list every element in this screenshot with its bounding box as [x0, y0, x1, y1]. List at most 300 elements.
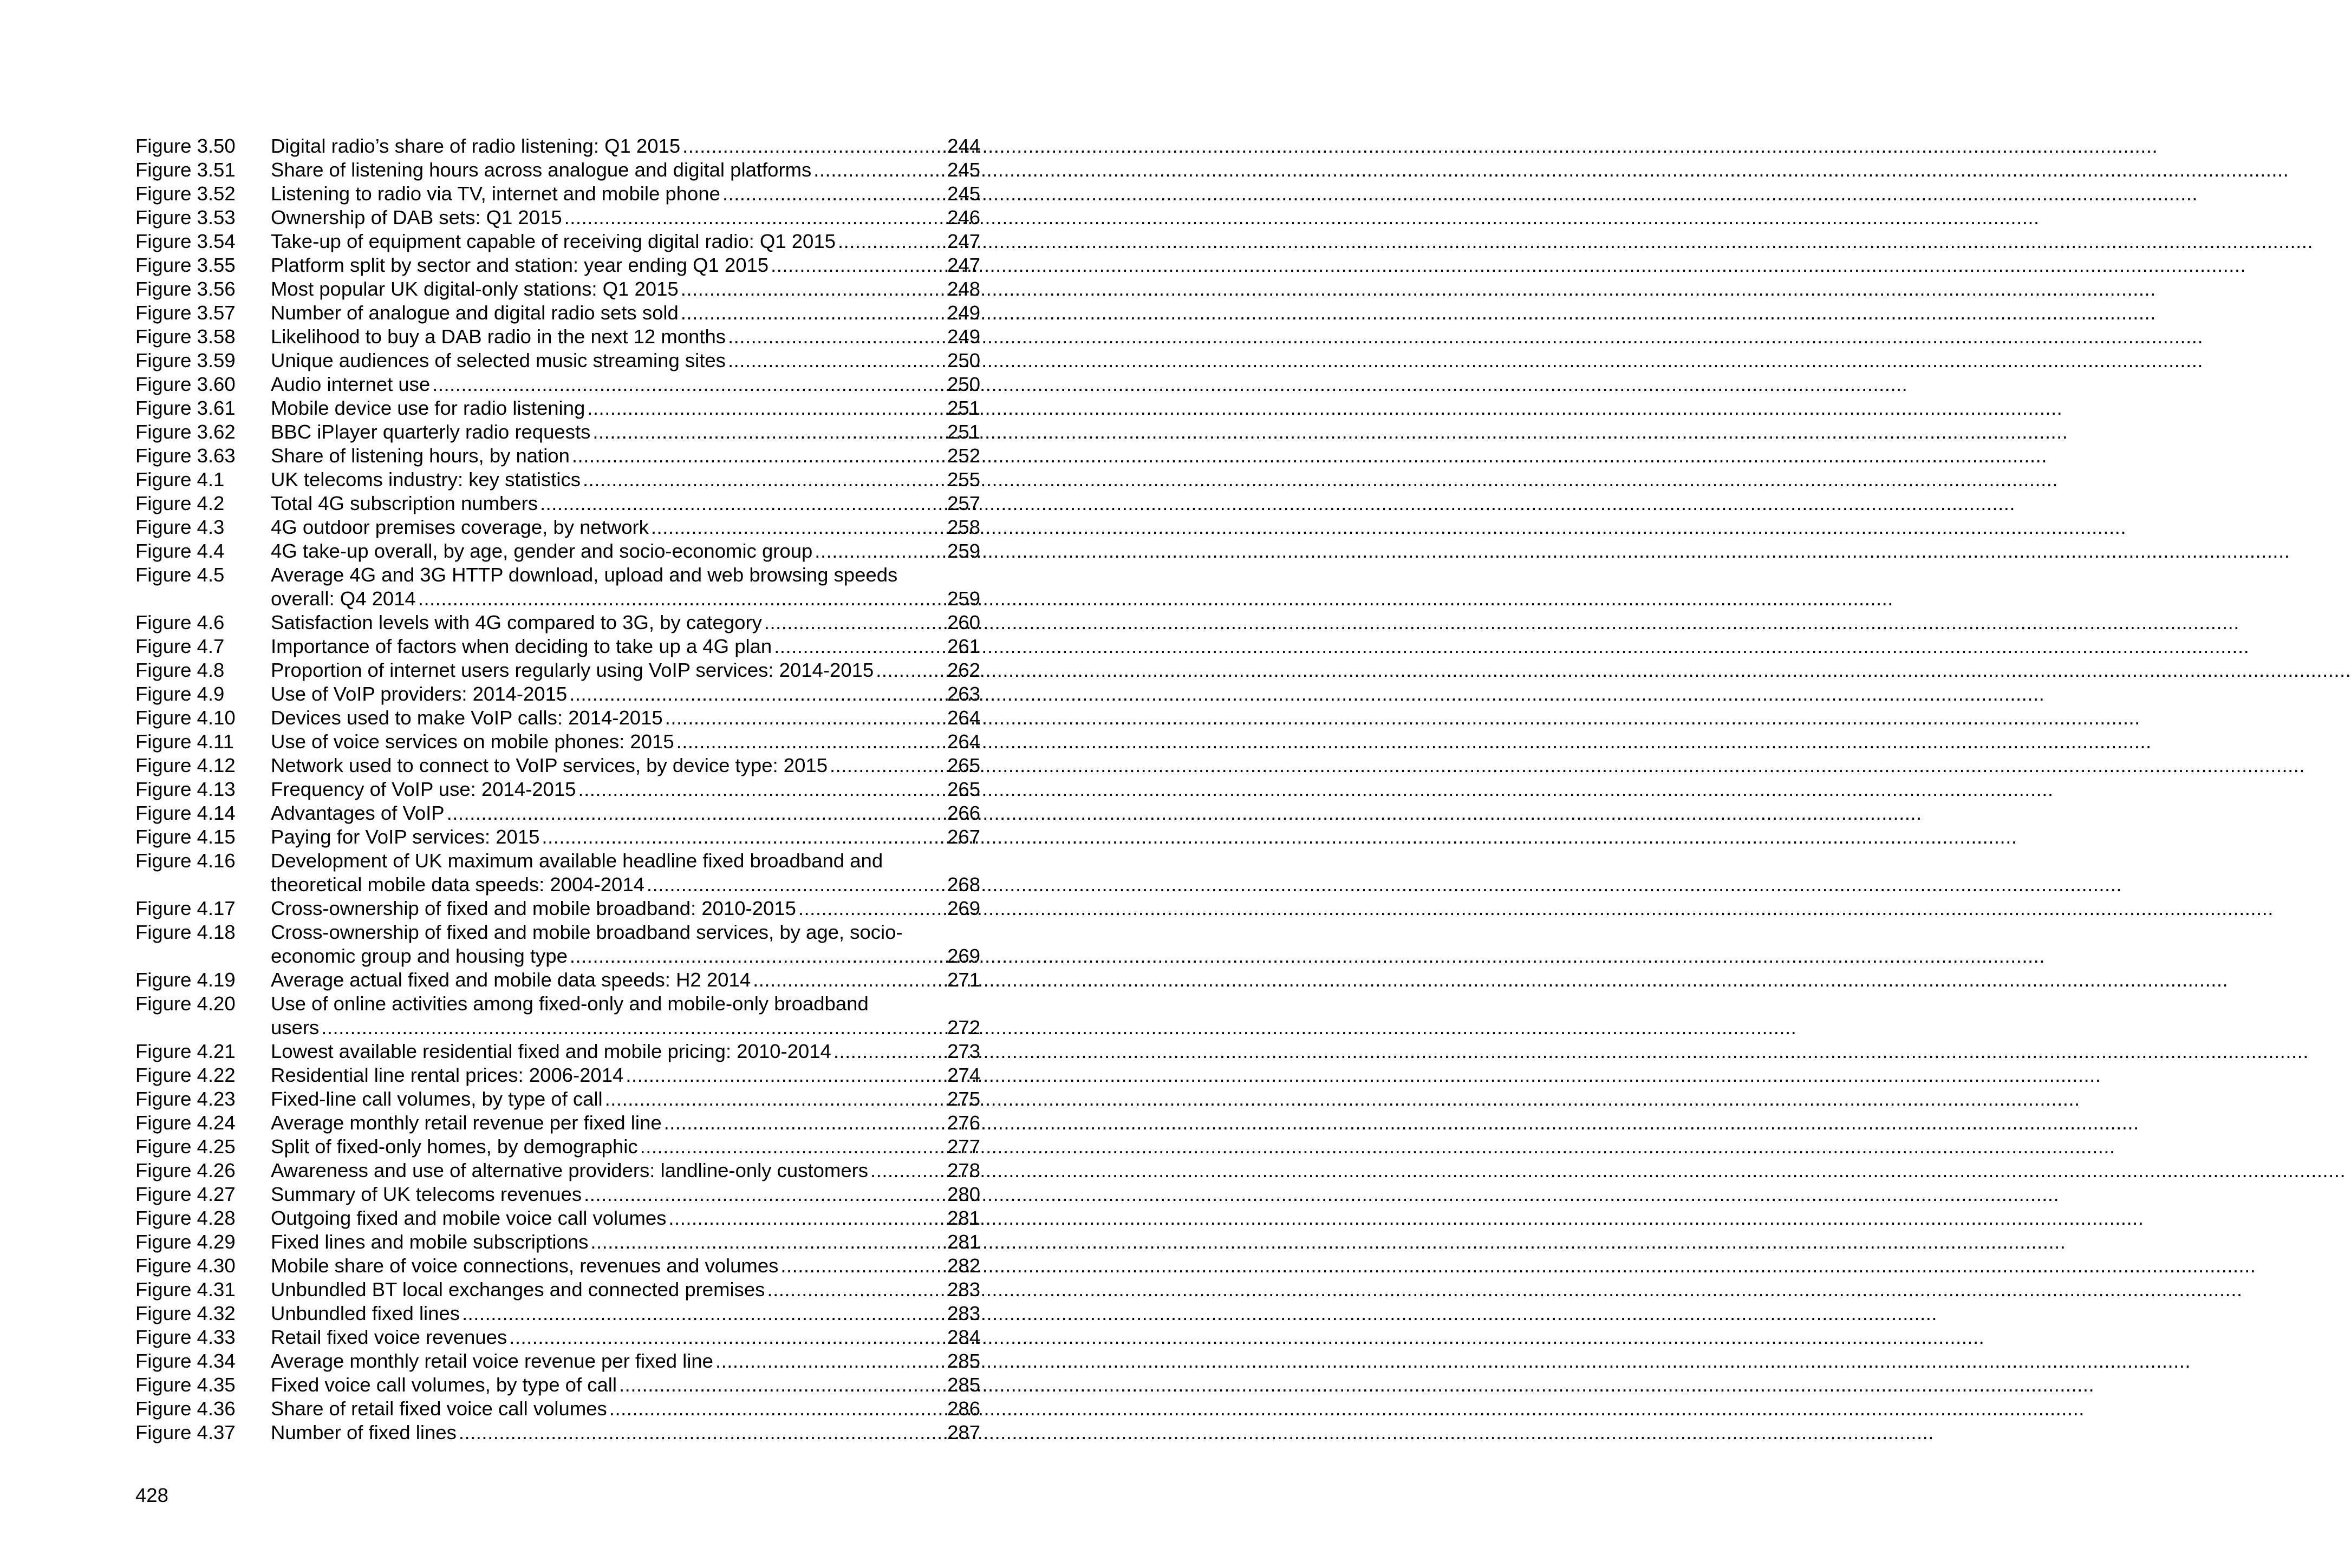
dot-leader [319, 1016, 947, 1040]
figure-page-number: 266 [947, 802, 980, 824]
dot-leader [570, 444, 947, 468]
toc-entry[interactable] [135, 420, 980, 444]
figure-page-number: 262 [947, 659, 980, 681]
figure-title-last-line [271, 1016, 980, 1040]
toc-entry[interactable] [135, 778, 980, 801]
figure-title: Split of fixed-only homes, by demographic [271, 1135, 638, 1158]
figure-title-last-line [271, 1325, 980, 1349]
figure-title: Average actual fixed and mobile data speeds: H2 2014 [271, 969, 751, 991]
figure-page-number: 286 [947, 1397, 980, 1420]
figure-label: Figure 4.12 [135, 754, 236, 776]
figure-label: Figure 4.18 [135, 921, 236, 943]
figure-title: Average monthly retail revenue per fixed line [271, 1112, 662, 1134]
dot-leader [874, 658, 947, 682]
figure-label: Figure 4.35 [135, 1374, 236, 1396]
figure-label: Figure 3.52 [135, 182, 236, 205]
dot-leader [585, 396, 947, 420]
figure-page-number: 267 [947, 826, 980, 848]
dot-leader [679, 301, 947, 325]
figure-title-last-line [271, 706, 980, 730]
dot-leader [836, 230, 947, 253]
figure-label: Figure 4.21 [135, 1040, 236, 1062]
dot-leader [778, 1254, 947, 1278]
figure-label: Figure 3.56 [135, 278, 236, 300]
figure-label: Figure 4.9 [135, 683, 225, 705]
figure-entry-body [271, 1278, 980, 1302]
figure-label: Figure 4.6 [135, 611, 225, 633]
dot-leader [679, 277, 947, 301]
toc-entry[interactable] [135, 325, 980, 349]
figure-label: Figure 4.19 [135, 969, 236, 991]
figure-entry-body [271, 325, 980, 349]
figure-entry-body [271, 611, 980, 635]
figure-title: economic group and housing type [271, 945, 568, 967]
figure-entry-body [271, 682, 980, 706]
figure-entry-body [271, 182, 980, 206]
figure-title: Use of voice services on mobile phones: 2015 [271, 730, 674, 753]
figure-label: Figure 3.58 [135, 325, 236, 348]
figure-title: Listening to radio via TV, internet and mobile phone [271, 182, 720, 205]
toc-entry[interactable] [135, 1111, 980, 1135]
figure-label: Figure 3.53 [135, 206, 236, 228]
dot-leader [623, 1063, 947, 1087]
figure-entry-body [271, 968, 980, 992]
figure-label: Figure 4.27 [135, 1183, 236, 1205]
dot-leader [769, 253, 947, 277]
figure-title-last-line [271, 1040, 980, 1063]
figure-label: Figure 4.25 [135, 1135, 236, 1158]
figure-entry-body [271, 444, 980, 468]
toc-entry[interactable] [135, 1302, 980, 1325]
toc-entry[interactable] [135, 849, 980, 897]
figure-label: Figure 3.50 [135, 135, 236, 157]
toc-entry[interactable] [135, 444, 980, 468]
figure-page-number: 245 [947, 182, 980, 205]
figure-label: Figure 4.34 [135, 1350, 236, 1372]
toc-entry[interactable] [135, 611, 980, 635]
toc-entry[interactable] [135, 134, 980, 158]
figure-page-number: 265 [947, 778, 980, 800]
figure-page-number: 281 [947, 1207, 980, 1229]
figure-title-last-line [271, 134, 980, 158]
figure-label: Figure 3.60 [135, 373, 236, 395]
figure-title: Total 4G subscription numbers [271, 492, 538, 514]
dot-leader [811, 158, 947, 182]
toc-entry[interactable] [135, 1325, 980, 1349]
figure-title: 4G take-up overall, by age, gender and socio-economic group [271, 540, 813, 562]
figure-label: Figure 3.59 [135, 349, 236, 371]
figure-label: Figure 4.29 [135, 1231, 236, 1253]
dot-leader [831, 1040, 947, 1063]
figure-entry-body [271, 1087, 980, 1111]
figure-entry-body [271, 134, 980, 158]
figure-entry-body [271, 1111, 980, 1135]
figure-label: Figure 4.37 [135, 1421, 236, 1443]
figure-page-number: 269 [947, 945, 980, 967]
toc-entry[interactable] [135, 1206, 980, 1230]
figure-page-number: 261 [947, 635, 980, 657]
dot-leader [638, 1135, 947, 1159]
figure-title-last-line [271, 468, 980, 492]
toc-entry[interactable] [135, 992, 980, 1040]
figure-entry-body [271, 1135, 980, 1159]
figure-title-line: Use of online activities among fixed-only and mobile-only broadband [271, 992, 869, 1015]
figure-title: Share of listening hours, by nation [271, 445, 570, 467]
figure-label: Figure 4.1 [135, 468, 225, 491]
figure-entry-body [271, 825, 980, 849]
toc-entry[interactable] [135, 1421, 980, 1445]
figure-entry-body [271, 277, 980, 301]
figure-title-last-line [271, 825, 980, 849]
figure-title: Likelihood to buy a DAB radio in the next 12 months [271, 325, 726, 348]
figure-title: Fixed lines and mobile subscriptions [271, 1231, 589, 1253]
figure-page-number: 284 [947, 1326, 980, 1348]
dot-leader [507, 1325, 947, 1349]
figure-title: Most popular UK digital-only stations: Q1 2015 [271, 278, 679, 300]
dot-leader [666, 1206, 947, 1230]
toc-entry[interactable] [135, 1254, 980, 1278]
dot-leader [726, 349, 947, 373]
dot-leader [562, 206, 947, 230]
figure-entry-body [271, 515, 980, 539]
toc-entry[interactable] [135, 1182, 980, 1206]
figure-title: Fixed voice call volumes, by type of call [271, 1374, 617, 1396]
figure-entry-body [271, 206, 980, 230]
figure-title: Outgoing fixed and mobile voice call volumes [271, 1207, 667, 1229]
figure-title: Ownership of DAB sets: Q1 2015 [271, 206, 562, 228]
toc-entry[interactable] [135, 1373, 980, 1397]
figure-label: Figure 3.62 [135, 421, 236, 443]
figure-page-number: 252 [947, 445, 980, 467]
figure-title: Lowest available residential fixed and mobile pricing: 2010-2014 [271, 1040, 831, 1062]
toc-entry[interactable] [135, 1278, 980, 1302]
figure-entry-body [271, 1063, 980, 1087]
figure-page-number: 283 [947, 1278, 980, 1301]
figure-page-number: 276 [947, 1112, 980, 1134]
figure-title: Unbundled BT local exchanges and connected premises [271, 1278, 765, 1301]
figure-label: Figure 4.5 [135, 564, 225, 586]
figure-title-last-line [271, 635, 980, 658]
toc-entry[interactable] [135, 539, 980, 563]
figure-title: Use of VoIP providers: 2014-2015 [271, 683, 568, 705]
figure-title-last-line [271, 349, 980, 373]
dot-leader [538, 492, 947, 515]
figure-page-number: 272 [947, 1016, 980, 1038]
dot-leader [726, 325, 947, 349]
toc-entry[interactable] [135, 349, 980, 373]
toc-entry[interactable] [135, 635, 980, 658]
figure-title-last-line [271, 515, 980, 539]
figure-title-last-line [271, 1421, 980, 1445]
figure-entry-body [271, 373, 980, 396]
toc-entry[interactable] [135, 206, 980, 230]
figure-label: Figure 4.36 [135, 1397, 236, 1420]
figure-entry-body [271, 730, 980, 754]
figure-title-line: Cross-ownership of fixed and mobile broadband services, by age, socio- [271, 921, 903, 943]
document-page [0, 0, 1109, 1568]
figure-entry-body [271, 801, 980, 825]
figure-page-number: 250 [947, 349, 980, 371]
figure-entry-body [271, 1206, 980, 1230]
figure-page-number: 281 [947, 1231, 980, 1253]
toc-entry[interactable] [135, 801, 980, 825]
figure-title-last-line [271, 1111, 980, 1135]
toc-entry[interactable] [135, 1159, 980, 1182]
figure-label: Figure 4.3 [135, 516, 225, 538]
figure-title: Average monthly retail voice revenue per fixed line [271, 1350, 713, 1372]
figure-title-last-line [271, 206, 980, 230]
figure-title-last-line [271, 325, 980, 349]
figure-label: Figure 3.63 [135, 445, 236, 467]
figure-page-number: 280 [947, 1183, 980, 1205]
figure-entry-body [271, 563, 980, 611]
figure-title: Number of fixed lines [271, 1421, 457, 1443]
figure-label: Figure 3.61 [135, 397, 236, 419]
figure-title-last-line [271, 444, 980, 468]
figure-page-number: 258 [947, 516, 980, 538]
figure-title-last-line [271, 1182, 980, 1206]
figure-page-number: 251 [947, 397, 980, 419]
figure-title: Summary of UK telecoms revenues [271, 1183, 582, 1205]
figure-title: Digital radio’s share of radio listening: Q1 2015 [271, 135, 681, 157]
figure-entry-body [271, 849, 980, 897]
toc-entry[interactable] [135, 373, 980, 396]
figure-page-number: 269 [947, 897, 980, 919]
figure-entry-body [271, 253, 980, 277]
figure-page-number: 257 [947, 492, 980, 514]
toc-entry[interactable] [135, 182, 980, 206]
toc-entry[interactable] [135, 468, 980, 492]
figure-title-last-line [271, 944, 980, 968]
dot-leader [772, 635, 947, 658]
figure-label: Figure 3.55 [135, 254, 236, 276]
figure-title: BBC iPlayer quarterly radio requests [271, 421, 591, 443]
dot-leader [416, 587, 947, 611]
figure-label: Figure 4.31 [135, 1278, 236, 1301]
figure-page-number: 271 [947, 969, 980, 991]
figure-page-number: 249 [947, 325, 980, 348]
figure-title-last-line [271, 1254, 980, 1278]
dot-leader [576, 778, 947, 801]
figure-title-last-line [271, 801, 980, 825]
figure-page-number: 246 [947, 206, 980, 228]
figure-title-last-line [271, 1159, 980, 1182]
figure-entry-body [271, 635, 980, 658]
figure-entry-body [271, 754, 980, 778]
figure-page-number: 275 [947, 1088, 980, 1110]
dot-leader [720, 182, 947, 206]
figure-title-last-line [271, 373, 980, 396]
figure-page-number: 247 [947, 230, 980, 252]
figure-page-number: 265 [947, 754, 980, 776]
figure-page-number: 285 [947, 1350, 980, 1372]
toc-entry[interactable] [135, 1230, 980, 1254]
figure-title-line: Average 4G and 3G HTTP download, upload and web browsing speeds [271, 564, 898, 586]
figure-title-last-line [271, 230, 980, 253]
figure-title-last-line [271, 277, 980, 301]
figure-page-number: 274 [947, 1064, 980, 1086]
figure-label: Figure 4.33 [135, 1326, 236, 1348]
figure-title: Importance of factors when deciding to take up a 4G plan [271, 635, 772, 657]
figure-entry-body [271, 396, 980, 420]
figure-title-last-line [271, 587, 980, 611]
toc-entry[interactable] [135, 158, 980, 182]
figure-label: Figure 4.26 [135, 1159, 236, 1181]
figure-entry-body [271, 658, 980, 682]
figure-title-last-line [271, 396, 980, 420]
toc-entry[interactable] [135, 1349, 980, 1373]
toc-entry[interactable] [135, 968, 980, 992]
dot-leader [581, 468, 947, 492]
toc-entry[interactable] [135, 754, 980, 778]
figure-title-last-line [271, 1206, 980, 1230]
figure-title: Advantages of VoIP [271, 802, 445, 824]
toc-entry[interactable] [135, 1040, 980, 1063]
figure-title-last-line [271, 253, 980, 277]
figure-title-last-line [271, 754, 980, 778]
figure-label: Figure 4.13 [135, 778, 236, 800]
toc-entry[interactable] [135, 706, 980, 730]
toc-entry[interactable] [135, 396, 980, 420]
figure-title: Satisfaction levels with 4G compared to 3G, by category [271, 611, 762, 633]
figure-title-last-line [271, 420, 980, 444]
dot-leader [539, 825, 947, 849]
figure-title-last-line [271, 301, 980, 325]
figure-title-last-line [271, 873, 980, 897]
figure-title: Mobile device use for radio listening [271, 397, 585, 419]
figure-label: Figure 4.4 [135, 540, 225, 562]
figure-label: Figure 4.15 [135, 826, 236, 848]
figure-title-last-line [271, 658, 980, 682]
figure-label: Figure 4.16 [135, 850, 236, 872]
figure-title: 4G outdoor premises coverage, by network [271, 516, 649, 538]
figure-entry-body [271, 1349, 980, 1373]
dot-leader [644, 873, 947, 897]
figure-entry-body [271, 539, 980, 563]
toc-entry[interactable] [135, 658, 980, 682]
toc-entry[interactable] [135, 920, 980, 968]
figure-title: Unbundled fixed lines [271, 1302, 460, 1324]
figure-title-last-line [271, 492, 980, 515]
figure-page-number: 278 [947, 1159, 980, 1181]
toc-entry[interactable] [135, 253, 980, 277]
dot-leader [828, 754, 947, 778]
figure-entry-body [271, 706, 980, 730]
figure-label: Figure 3.51 [135, 159, 236, 181]
figure-page-number: 277 [947, 1135, 980, 1158]
toc-entry[interactable] [135, 563, 980, 611]
figure-title: Unique audiences of selected music streaming sites [271, 349, 726, 371]
dot-leader [765, 1278, 947, 1302]
dot-leader [567, 682, 947, 706]
toc-entry[interactable] [135, 1087, 980, 1111]
dot-leader [762, 611, 947, 635]
dot-leader [603, 1087, 947, 1111]
figure-title: Residential line rental prices: 2006-2014 [271, 1064, 624, 1086]
toc-entry[interactable] [135, 230, 980, 253]
figure-page-number: 282 [947, 1255, 980, 1277]
figure-label: Figure 3.54 [135, 230, 236, 252]
figure-title-last-line [271, 1302, 980, 1325]
figure-entry-body [271, 1254, 980, 1278]
figure-label: Figure 4.32 [135, 1302, 236, 1324]
figure-title: Audio internet use [271, 373, 431, 395]
figure-title: overall: Q4 2014 [271, 587, 416, 610]
figure-title: Retail fixed voice revenues [271, 1326, 507, 1348]
toc-entry[interactable] [135, 682, 980, 706]
figure-page-number: 259 [947, 540, 980, 562]
toc-entry[interactable] [135, 1397, 980, 1421]
dot-leader [662, 1111, 947, 1135]
toc-entry[interactable] [135, 492, 980, 515]
figure-entry-body [271, 920, 980, 968]
figure-entry-body [271, 1373, 980, 1397]
figure-title: Proportion of internet users regularly using VoIP services: 2014-2015 [271, 659, 874, 681]
figure-label: Figure 4.22 [135, 1064, 236, 1086]
dot-leader [812, 539, 947, 563]
figure-title: Number of analogue and digital radio sets sold [271, 302, 679, 324]
figure-title: UK telecoms industry: key statistics [271, 468, 581, 491]
dot-leader [430, 373, 947, 396]
figure-entry-body [271, 1159, 980, 1182]
figure-label: Figure 4.23 [135, 1088, 236, 1110]
figure-page-number: 264 [947, 707, 980, 729]
figure-entry-body [271, 1325, 980, 1349]
figure-title-last-line [271, 1278, 980, 1302]
toc-entry[interactable] [135, 515, 980, 539]
figure-entry-body [271, 1302, 980, 1325]
figure-page-number: 250 [947, 373, 980, 395]
dot-leader [582, 1182, 947, 1206]
figure-entry-body [271, 1421, 980, 1445]
figure-page-number: 260 [947, 611, 980, 633]
dot-leader [460, 1302, 947, 1325]
figure-page-number: 244 [947, 135, 980, 157]
figure-title-last-line [271, 182, 980, 206]
dot-leader [713, 1349, 947, 1373]
dot-leader [663, 706, 947, 730]
toc-entry[interactable] [135, 1063, 980, 1087]
figure-page-number: 245 [947, 159, 980, 181]
figure-page-number: 263 [947, 683, 980, 705]
toc-entry[interactable] [135, 730, 980, 754]
figure-label: Figure 4.2 [135, 492, 225, 514]
figure-title: Frequency of VoIP use: 2014-2015 [271, 778, 576, 800]
figure-page-number: 255 [947, 468, 980, 491]
figure-page-number: 249 [947, 302, 980, 324]
list-of-figures [135, 134, 980, 1445]
toc-entry[interactable] [135, 825, 980, 849]
figure-title-last-line [271, 539, 980, 563]
dot-leader [674, 730, 947, 754]
dot-leader [868, 1159, 947, 1182]
figure-title: Network used to connect to VoIP services, by device type: 2015 [271, 754, 828, 776]
figure-page-number: 287 [947, 1421, 980, 1443]
figure-entry-body [271, 1040, 980, 1063]
figure-title: Mobile share of voice connections, revenues and volumes [271, 1255, 779, 1277]
figure-title: Awareness and use of alternative providers: landline-only customers [271, 1159, 869, 1181]
toc-entry[interactable] [135, 1135, 980, 1159]
figure-label: Figure 4.30 [135, 1255, 236, 1277]
toc-entry[interactable] [135, 301, 980, 325]
dot-leader [680, 134, 947, 158]
figure-entry-body [271, 468, 980, 492]
figure-title-last-line [271, 1135, 980, 1159]
dot-leader [796, 897, 947, 920]
toc-entry[interactable] [135, 277, 980, 301]
dot-leader [457, 1421, 947, 1445]
toc-entry[interactable] [135, 897, 980, 920]
